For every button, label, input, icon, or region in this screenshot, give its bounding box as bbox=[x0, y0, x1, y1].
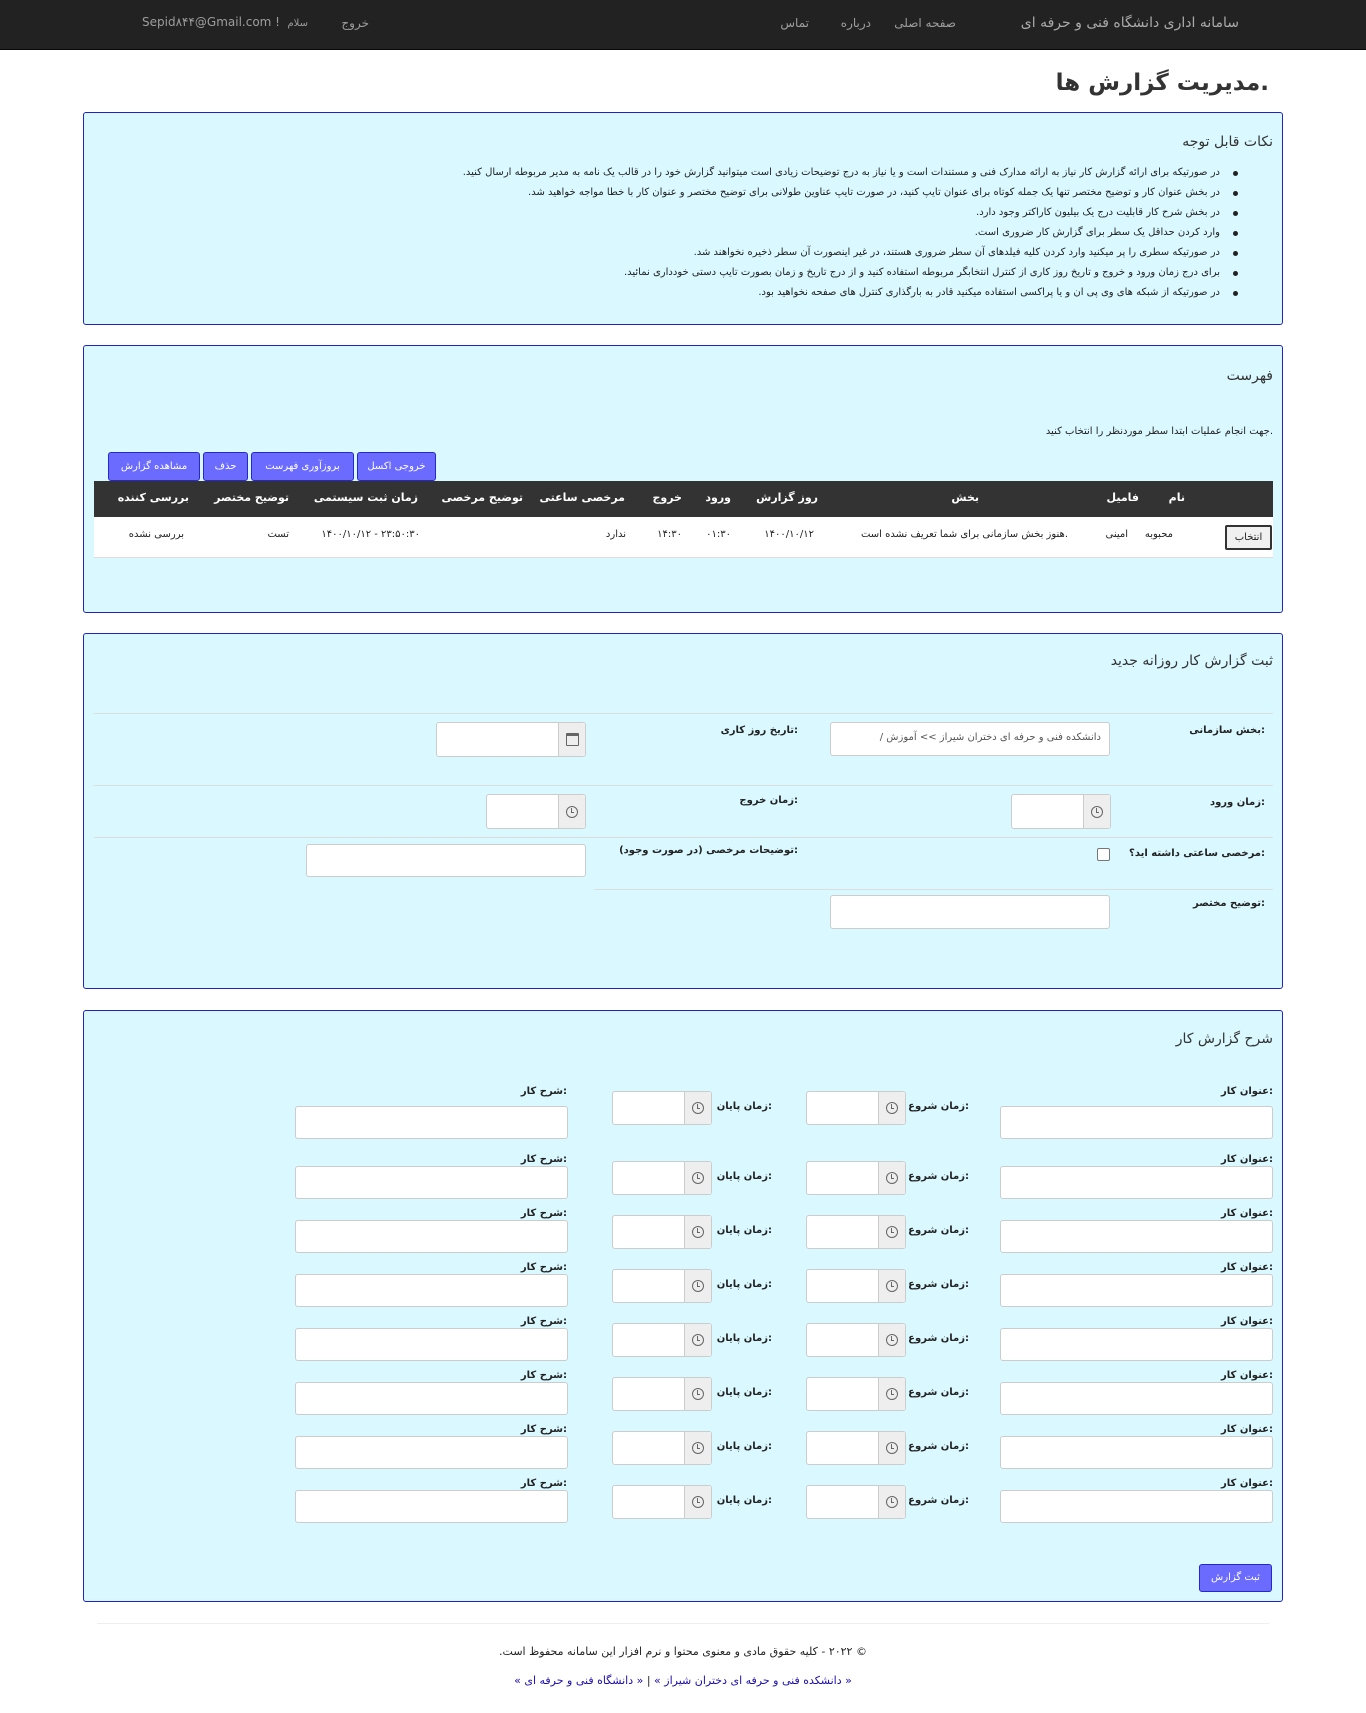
divider bbox=[94, 713, 1273, 714]
end-time-input[interactable] bbox=[612, 1485, 712, 1519]
leave-desc-input[interactable] bbox=[306, 844, 586, 877]
nav-greeting: سلام bbox=[287, 18, 308, 29]
entry-time-input[interactable] bbox=[1011, 794, 1111, 829]
end-time-label: زمان پایان: bbox=[716, 1225, 772, 1236]
footer-copyright: © ۲۰۲۲ - کلیه حقوق مادی و معنوی محتوا و نرم افزار این سامانه محفوظ است. bbox=[499, 1645, 867, 1658]
end-time-label: زمان پایان: bbox=[716, 1441, 772, 1452]
work-desc-label: شرح کار: bbox=[520, 1370, 567, 1381]
cell-hourly-leave: ندارد bbox=[605, 529, 626, 540]
clock-icon[interactable] bbox=[684, 1162, 711, 1194]
work-desc-input[interactable] bbox=[295, 1490, 568, 1523]
cell-report-day: ۱۴۰۰/۱۰/۱۲ bbox=[764, 529, 814, 540]
end-time-label: زمان پایان: bbox=[716, 1495, 772, 1506]
clock-icon[interactable] bbox=[684, 1216, 711, 1248]
start-time-input[interactable] bbox=[806, 1269, 906, 1303]
work-desc-label: شرح کار: bbox=[520, 1154, 567, 1165]
work-desc-input[interactable] bbox=[295, 1382, 568, 1415]
exit-label: زمان خروج: bbox=[739, 795, 798, 806]
end-time-label: زمان پایان: bbox=[716, 1387, 772, 1398]
clock-icon[interactable] bbox=[684, 1324, 711, 1356]
start-time-label: زمان شروع: bbox=[908, 1387, 969, 1398]
divider bbox=[94, 785, 1273, 786]
table-header bbox=[94, 481, 1273, 517]
end-time-input[interactable] bbox=[612, 1161, 712, 1195]
end-time-input[interactable] bbox=[612, 1431, 712, 1465]
end-time-input[interactable] bbox=[612, 1377, 712, 1411]
date-label: تاریخ روز کاری: bbox=[720, 725, 798, 736]
clock-icon[interactable] bbox=[878, 1216, 905, 1248]
nav-brand[interactable]: سامانه اداری دانشگاه فنی و حرفه ای bbox=[1020, 15, 1239, 31]
col-header-name: نام bbox=[1168, 491, 1185, 504]
clock-icon[interactable] bbox=[878, 1324, 905, 1356]
nav-link-about[interactable]: درباره bbox=[840, 16, 871, 30]
work-desc-input[interactable] bbox=[295, 1166, 568, 1199]
note-item: در بخش عنوان کار و توضیح مختصر تنها یک جمله کوتاه برای عنوان تایپ کنید، در صورت تایپ عناوین طولانی برای توضیح مختصر و عنوان کار با خطا مواجه خواهید شد. bbox=[180, 183, 1240, 203]
list-hint: جهت انجام عملیات ابتدا سطر موردنظر را انتخاب کنید. bbox=[1045, 426, 1273, 437]
calendar-icon[interactable] bbox=[558, 723, 585, 756]
leave-checkbox[interactable] bbox=[1097, 848, 1110, 861]
divider bbox=[94, 837, 1273, 838]
work-desc-input[interactable] bbox=[295, 1274, 568, 1307]
work-desc-label: شرح کار: bbox=[520, 1208, 567, 1219]
section-label: بخش سازمانی: bbox=[1189, 725, 1265, 736]
job-title-label: عنوان کار: bbox=[1221, 1262, 1273, 1273]
col-header-family: فامیل bbox=[1106, 491, 1139, 504]
start-time-label: زمان شروع: bbox=[908, 1279, 969, 1290]
divider bbox=[594, 889, 1273, 890]
end-time-label: زمان پایان: bbox=[716, 1171, 772, 1182]
entry-label: زمان ورود: bbox=[1209, 797, 1265, 808]
note-item: در صورتیکه از شبکه های وی پی ان و یا پراکسی استفاده میکنید قادر به بارگذاری کنترل های صفحه نخواهید بود. bbox=[180, 283, 1240, 303]
navbar bbox=[0, 0, 1366, 50]
end-time-label: زمان پایان: bbox=[716, 1101, 772, 1112]
clock-icon[interactable] bbox=[684, 1270, 711, 1302]
cell-exit: ۱۴:۳۰ bbox=[657, 529, 682, 540]
clock-icon[interactable] bbox=[558, 795, 585, 828]
submit-report-button[interactable]: ثبت گزارش bbox=[1199, 1564, 1272, 1592]
date-input[interactable] bbox=[436, 722, 586, 757]
short-desc-input[interactable] bbox=[830, 895, 1110, 929]
cell-section: هنوز بخش سازمانی برای شما تعریف نشده است. bbox=[860, 529, 1068, 540]
start-time-label: زمان شروع: bbox=[908, 1225, 969, 1236]
job-title-label: عنوان کار: bbox=[1221, 1478, 1273, 1489]
cell-entry: ۰۱:۳۰ bbox=[706, 529, 731, 540]
work-panel bbox=[83, 1010, 1283, 1602]
col-header-reviewer: بررسی کننده bbox=[117, 491, 189, 504]
clock-icon[interactable] bbox=[878, 1378, 905, 1410]
start-time-label: زمان شروع: bbox=[908, 1333, 969, 1344]
short-desc-label: توضیح مختصر: bbox=[1192, 898, 1265, 909]
cell-name: محبوبه bbox=[1144, 529, 1173, 540]
exit-time-input[interactable] bbox=[486, 794, 586, 829]
start-time-input[interactable] bbox=[806, 1431, 906, 1465]
note-item: در بخش شرح کار قابلیت درج یک بیلیون کاراکتر وجود دارد. bbox=[180, 203, 1240, 223]
job-title-input[interactable] bbox=[1000, 1274, 1273, 1307]
col-header-hourly-leave: مرخصی ساعتی bbox=[539, 491, 625, 504]
start-time-input[interactable] bbox=[806, 1161, 906, 1195]
job-title-input[interactable] bbox=[1000, 1166, 1273, 1199]
leave-label: مرخصی ساعتی داشته اید؟: bbox=[1129, 848, 1265, 859]
job-title-label: عنوان کار: bbox=[1221, 1086, 1273, 1097]
section-field[interactable] bbox=[830, 722, 1110, 756]
table-row[interactable] bbox=[94, 517, 1273, 558]
work-desc-input[interactable] bbox=[295, 1328, 568, 1361]
refresh-list-button[interactable]: بروزآوری فهرست bbox=[251, 452, 354, 481]
notes-list bbox=[180, 163, 1240, 303]
footer-divider bbox=[97, 1623, 1269, 1624]
note-item: در صورتیکه سطری را پر میکنید وارد کردن کلیه فیلدهای آن سطر ضروری هستند، در غیر اینصورت آن سطر ذخیره نخواهند شد. bbox=[180, 243, 1240, 263]
start-time-label: زمان شروع: bbox=[908, 1101, 969, 1112]
col-header-section: بخش bbox=[951, 491, 979, 504]
select-row-button[interactable]: انتخاب bbox=[1225, 525, 1272, 550]
note-item: برای درج زمان ورود و خروج و تاریخ روز کاری از کنترل انتخابگر مربوطه استفاده کنید و از درج تاریخ و زمان بصورت تایپ دستی خودداری نمائید. bbox=[180, 263, 1240, 283]
start-time-input[interactable] bbox=[806, 1377, 906, 1411]
work-desc-label: شرح کار: bbox=[520, 1086, 567, 1097]
start-time-label: زمان شروع: bbox=[908, 1441, 969, 1452]
footer-link-faculty[interactable]: « دانشکده فنی و حرفه ای دختران شیراز » bbox=[654, 1674, 852, 1687]
clock-icon[interactable] bbox=[878, 1432, 905, 1464]
job-title-input[interactable] bbox=[1000, 1106, 1273, 1139]
end-time-input[interactable] bbox=[612, 1323, 712, 1357]
col-header-report-day: روز گزارش bbox=[756, 491, 818, 504]
page-title: مدیریت گزارش ها. bbox=[1055, 70, 1269, 96]
note-item: وارد کردن حداقل یک سطر برای گزارش کار ضروری است. bbox=[180, 223, 1240, 243]
clock-icon[interactable] bbox=[684, 1486, 711, 1518]
col-header-exit: خروج bbox=[652, 491, 682, 504]
job-title-label: عنوان کار: bbox=[1221, 1208, 1273, 1219]
end-time-input[interactable] bbox=[612, 1091, 712, 1125]
job-title-label: عنوان کار: bbox=[1221, 1154, 1273, 1165]
cell-system-time: ۱۴۰۰/۱۰/۱۲ - ۲۳:۵۰:۳۰ bbox=[321, 529, 420, 540]
end-time-input[interactable] bbox=[612, 1215, 712, 1249]
footer-links bbox=[0, 1674, 1366, 1687]
work-title: شرح گزارش کار bbox=[1175, 1031, 1273, 1047]
list-panel bbox=[83, 345, 1283, 613]
job-title-input[interactable] bbox=[1000, 1490, 1273, 1523]
start-time-label: زمان شروع: bbox=[908, 1495, 969, 1506]
col-header-entry: ورود bbox=[705, 491, 731, 504]
notes-panel bbox=[83, 112, 1283, 325]
col-header-short-desc: توضیح مختصر bbox=[214, 491, 289, 504]
list-title: فهرست bbox=[1226, 368, 1273, 384]
footer-separator: | bbox=[646, 1674, 651, 1687]
end-time-label: زمان پایان: bbox=[716, 1279, 772, 1290]
col-header-system-time: زمان ثبت سیستمی bbox=[313, 491, 418, 504]
work-desc-input[interactable] bbox=[295, 1220, 568, 1253]
job-title-input[interactable] bbox=[1000, 1328, 1273, 1361]
job-title-label: عنوان کار: bbox=[1221, 1424, 1273, 1435]
work-desc-input[interactable] bbox=[295, 1436, 568, 1469]
work-desc-input[interactable] bbox=[295, 1106, 568, 1139]
job-title-label: عنوان کار: bbox=[1221, 1316, 1273, 1327]
job-title-label: عنوان کار: bbox=[1221, 1370, 1273, 1381]
work-desc-label: شرح کار: bbox=[520, 1262, 567, 1273]
nav-link-home[interactable]: صفحه اصلی bbox=[894, 16, 956, 30]
end-time-label: زمان پایان: bbox=[716, 1333, 772, 1344]
start-time-input[interactable] bbox=[806, 1215, 906, 1249]
footer-link-university[interactable]: « دانشگاه فنی و حرفه ای » bbox=[514, 1674, 644, 1687]
work-desc-label: شرح کار: bbox=[520, 1478, 567, 1489]
job-title-input[interactable] bbox=[1000, 1436, 1273, 1469]
cell-family: امینی bbox=[1105, 529, 1128, 540]
start-time-input[interactable] bbox=[806, 1485, 906, 1519]
excel-export-button[interactable]: خروجی اکسل bbox=[357, 452, 436, 481]
notes-title: نکات قابل توجه bbox=[1182, 134, 1273, 150]
nav-logout[interactable]: خروج bbox=[341, 16, 369, 30]
clock-icon[interactable] bbox=[684, 1432, 711, 1464]
clock-icon[interactable] bbox=[878, 1162, 905, 1194]
work-desc-label: شرح کار: bbox=[520, 1316, 567, 1327]
view-report-button[interactable]: مشاهده گزارش bbox=[108, 452, 200, 481]
leave-desc-label: توضیحات مرخصی (در صورت وجود): bbox=[619, 845, 798, 856]
delete-button[interactable]: حذف bbox=[203, 452, 248, 481]
cell-short-desc: تست bbox=[267, 529, 289, 540]
end-time-input[interactable] bbox=[612, 1269, 712, 1303]
job-title-input[interactable] bbox=[1000, 1220, 1273, 1253]
work-desc-label: شرح کار: bbox=[520, 1424, 567, 1435]
start-time-input[interactable] bbox=[806, 1323, 906, 1357]
cell-reviewer: بررسی نشده bbox=[128, 529, 184, 540]
clock-icon[interactable] bbox=[878, 1486, 905, 1518]
clock-icon[interactable] bbox=[878, 1270, 905, 1302]
note-item: در صورتیکه برای ارائه گزارش کار نیاز به ارائه مدارک فنی و مستندات است و یا نیاز به درج توضیحات زیادی است میتوانید گزارش خود را در قالب یک نامه به مدیر مربوطه ارسال کنید. bbox=[180, 163, 1240, 183]
clock-icon[interactable] bbox=[684, 1092, 711, 1124]
new-report-title: ثبت گزارش کار روزانه جدید bbox=[1110, 653, 1273, 669]
nav-link-contact[interactable]: تماس bbox=[780, 16, 809, 30]
start-time-input[interactable] bbox=[806, 1091, 906, 1125]
col-header-leave-desc: توضیح مرخصی bbox=[441, 491, 523, 504]
start-time-label: زمان شروع: bbox=[908, 1171, 969, 1182]
job-title-input[interactable] bbox=[1000, 1382, 1273, 1415]
clock-icon[interactable] bbox=[684, 1378, 711, 1410]
new-report-panel bbox=[83, 633, 1283, 989]
section-value: / دانشکده فنی و حرفه ای دختران شیراز >> آموزش bbox=[879, 732, 1101, 743]
clock-icon[interactable] bbox=[1083, 795, 1110, 828]
nav-user-email[interactable]: Sepid۸۴۴@Gmail.com ! bbox=[142, 15, 280, 29]
clock-icon[interactable] bbox=[878, 1092, 905, 1124]
